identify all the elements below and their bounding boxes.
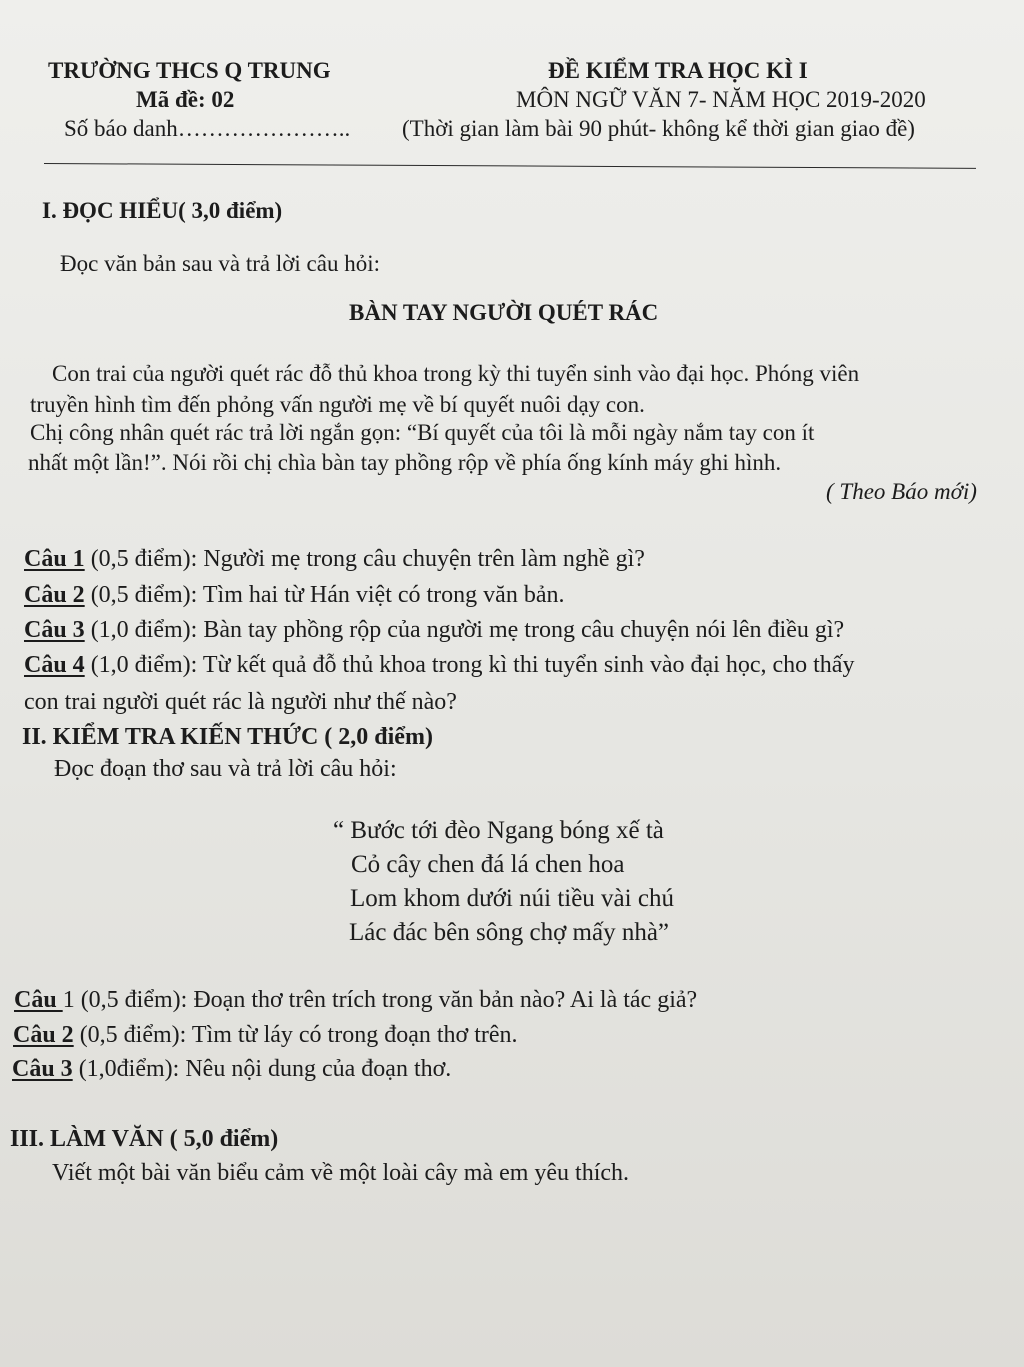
question-text: (1,0 điểm): Từ kết quả đỗ thủ khoa trong kì thi tuyển sinh vào đại học, cho thấy xyxy=(84,652,855,678)
question-1-4-continuation: con trai người quét rác là người như thế nào? xyxy=(24,689,457,715)
section-1-instruction: Đọc văn bản sau và trả lời câu hỏi: xyxy=(60,251,381,276)
passage-line: Con trai của người quét rác đỗ thủ khoa trong kỳ thi tuyển sinh vào đại học. Phóng viên xyxy=(52,361,860,386)
question-1-3 xyxy=(24,617,844,644)
question-text: (0,5 điểm): Đoạn thơ trên trích trong văn bản nào? Ai là tác giả? xyxy=(74,987,698,1013)
passage-source: ( Theo Báo mới) xyxy=(826,479,977,504)
poem-line: Lom khom dưới núi tiều vài chú xyxy=(350,885,674,912)
question-1-1 xyxy=(24,546,645,573)
poem-line: Lác đác bên sông chợ mấy nhà” xyxy=(349,919,670,946)
exam-code: Mã đề: 02 xyxy=(136,87,235,112)
question-text: (0,5 điểm): Người mẹ trong câu chuyện trên làm nghề gì? xyxy=(84,546,645,572)
exam-duration: (Thời gian làm bài 90 phút- không kể thời gian giao đề) xyxy=(402,116,915,141)
question-1-2 xyxy=(24,582,564,609)
question-label: Câu 2 xyxy=(13,1022,74,1048)
candidate-number: Số báo danh………………….. xyxy=(64,116,351,141)
poem-line: Cỏ cây chen đá lá chen hoa xyxy=(351,851,625,878)
story-title: BÀN TAY NGƯỜI QUÉT RÁC xyxy=(349,300,659,325)
school-name: TRƯỜNG THCS Q TRUNG xyxy=(48,58,331,83)
exam-subject: MÔN NGỮ VĂN 7- NĂM HỌC 2019-2020 xyxy=(516,87,926,112)
question-label: Câu 1 xyxy=(24,546,85,572)
poem-line: “ Bước tới đèo Ngang bóng xế tà xyxy=(333,817,664,844)
question-label: Câu xyxy=(14,987,63,1013)
section-2-instruction: Đọc đoạn thơ sau và trả lời câu hỏi: xyxy=(54,756,397,782)
section-1-heading: I. ĐỌC HIỂU( 3,0 điểm) xyxy=(42,198,283,223)
section-3-heading: III. LÀM VĂN ( 5,0 điểm) xyxy=(10,1126,279,1152)
passage-line: Chị công nhân quét rác trả lời ngắn gọn: “Bí quyết của tôi là mỗi ngày nắm tay con ít xyxy=(30,420,815,445)
passage-line: truyền hình tìm đến phỏng vấn người mẹ về bí quyết nuôi dạy con. xyxy=(30,392,645,417)
question-text: (0,5 điểm): Tìm hai từ Hán việt có trong văn bản. xyxy=(84,582,565,608)
header-divider xyxy=(44,163,976,169)
question-text: (0,5 điểm): Tìm từ láy có trong đoạn thơ trên. xyxy=(73,1022,518,1048)
passage-line: nhất một lần!”. Nói rồi chị chìa bàn tay phồng rộp về phía ống kính máy ghi hình. xyxy=(28,450,782,475)
question-label: Câu 4 xyxy=(24,652,85,678)
question-text: (1,0 điểm): Bàn tay phồng rộp của người mẹ trong câu chuyện nói lên điều gì? xyxy=(84,617,845,643)
question-label: Câu 2 xyxy=(24,582,85,608)
question-label: Câu 3 xyxy=(12,1056,73,1082)
section-2-heading: II. KIỂM TRA KIẾN THỨC ( 2,0 điểm) xyxy=(22,724,433,750)
question-text: (1,0điểm): Nêu nội dung của đoạn thơ. xyxy=(72,1056,452,1082)
question-2-2 xyxy=(13,1022,518,1049)
question-2-3 xyxy=(12,1056,451,1083)
question-label-tail: 1 xyxy=(62,987,75,1013)
question-2-1 xyxy=(14,987,697,1014)
section-3-task: Viết một bài văn biểu cảm về một loài cây mà em yêu thích. xyxy=(52,1160,630,1186)
question-label: Câu 3 xyxy=(24,617,85,643)
exam-title: ĐỀ KIỂM TRA HỌC KÌ I xyxy=(548,58,808,83)
question-1-4 xyxy=(24,652,854,679)
